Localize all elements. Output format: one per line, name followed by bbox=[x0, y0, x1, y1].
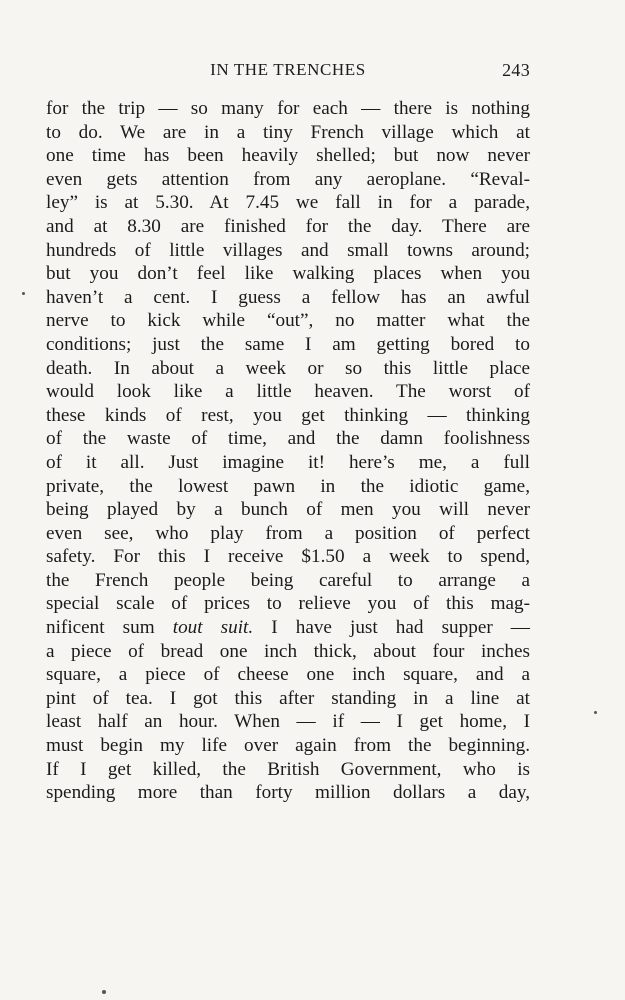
text-line: a piece of bread one inch thick, about four inches bbox=[46, 640, 530, 662]
paper-speck bbox=[594, 711, 597, 714]
text-line: must begin my life over again from the beginning. bbox=[46, 735, 530, 757]
text-line: private, the lowest pawn in the idiotic game, bbox=[46, 475, 530, 497]
text-line-italic-phrase bbox=[46, 616, 530, 640]
body-text bbox=[46, 97, 530, 805]
text-line: even gets attention from any aeroplane. “Reval- bbox=[46, 168, 530, 190]
text-line: hundreds of little villages and small towns around; bbox=[46, 239, 530, 261]
text-line: haven’t a cent. I guess a fellow has an awful bbox=[46, 286, 530, 308]
running-head-title: IN THE TRENCHES bbox=[210, 60, 366, 79]
text-line: conditions; just the same I am getting bored to bbox=[46, 333, 530, 355]
text-line: least half an hour. When — if — I get home, I bbox=[46, 711, 530, 733]
text-line: these kinds of rest, you get thinking — thinking bbox=[46, 404, 530, 426]
text-line: death. In about a week or so this little place bbox=[46, 357, 530, 379]
paper-speck bbox=[22, 292, 25, 295]
text-line: but you don’t feel like walking places when you bbox=[46, 263, 530, 285]
text-line: even see, who play from a position of perfect bbox=[46, 522, 530, 544]
text-line: for the trip — so many for each — there is nothing bbox=[46, 98, 530, 119]
page-number: 243 bbox=[502, 60, 530, 80]
text-line: If I get killed, the British Government, who is bbox=[46, 758, 530, 780]
text-line: and at 8.30 are finished for the day. There are bbox=[46, 215, 530, 237]
paper-speck bbox=[102, 990, 106, 994]
running-head bbox=[46, 60, 530, 86]
text-line: of it all. Just imagine it! here’s me, a full bbox=[46, 451, 530, 473]
text-line: being played by a bunch of men you will never bbox=[46, 499, 530, 521]
text-line: safety. For this I receive $1.50 a week to spend, bbox=[46, 546, 530, 568]
text-fragment: I have just had supper — bbox=[253, 617, 530, 639]
text-line: would look like a little heaven. The worst of bbox=[46, 381, 530, 403]
text-line: ley” is at 5.30. At 7.45 we fall in for a parade, bbox=[46, 192, 530, 214]
text-line: square, a piece of cheese one inch square, and a bbox=[46, 664, 530, 686]
text-line: the French people being careful to arrange a bbox=[46, 569, 530, 591]
text-line: pint of tea. I got this after standing in a line at bbox=[46, 687, 530, 709]
text-line: spending more than forty million dollars a day, bbox=[46, 782, 530, 804]
text-line: nerve to kick while “out”, no matter what the bbox=[46, 310, 530, 332]
text-line: of the waste of time, and the damn foolishness bbox=[46, 428, 530, 450]
text-line: to do. We are in a tiny French village which at bbox=[46, 121, 530, 143]
italic-phrase: tout suit. bbox=[172, 617, 254, 639]
text-line: one time has been heavily shelled; but now never bbox=[46, 145, 530, 167]
text-fragment: nificent sum bbox=[46, 617, 173, 639]
text-line: special scale of prices to relieve you of this mag- bbox=[46, 593, 530, 615]
